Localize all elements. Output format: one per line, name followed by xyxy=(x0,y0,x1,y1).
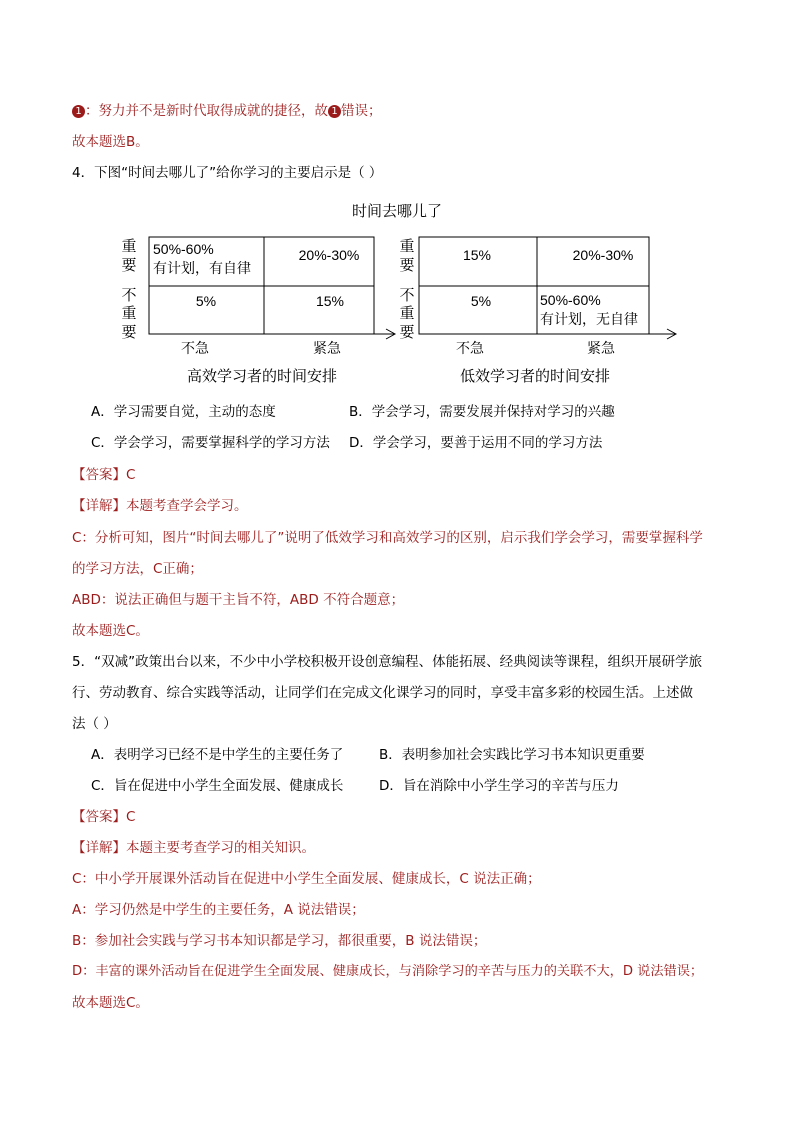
prev-answer-line: 故本题选B。 xyxy=(72,134,149,150)
prev-explanation-text: ：努力并不是新时代取得成就的捷径，故 xyxy=(85,103,328,119)
right-x-label: 紧急 xyxy=(587,340,615,356)
left-x-label: 不急 xyxy=(181,340,209,356)
right-y-bottom-1: 不 xyxy=(399,287,415,304)
q4-explanation-1b: 的学习方法，C正确； xyxy=(72,561,203,577)
q5-explanation-4: D：丰富的课外活动旨在促进学生全面发展、健康成长，与消除学习的辛苦与压力的关联不大，D 说法错误； xyxy=(72,964,704,979)
left-y-bottom-1: 不 xyxy=(121,287,137,304)
q4-option-c: C．学会学习，需要掌握科学的学习方法 xyxy=(91,435,330,451)
q4-answer-line xyxy=(72,465,135,485)
circled-number-icon: 1 xyxy=(328,105,341,118)
q4-option-b: B．学会学习，需要发展并保持对学习的兴趣 xyxy=(349,404,615,420)
q4-option-a: A．学习需要自觉，主动的态度 xyxy=(91,404,276,420)
right-y-bottom-3: 要 xyxy=(399,324,415,341)
left-cell-label: 20%-30% xyxy=(298,247,360,263)
answer-tag: 【答案】 xyxy=(72,467,126,483)
q4-explanation-1a: C：分析可知，图片“时间去哪儿了”说明了低效学习和高效学习的区别，启示我们学会学习，需要掌握科学 xyxy=(72,530,703,546)
q5-stem-c: 法（ ） xyxy=(72,716,117,732)
q5-option-a: A．表明学习已经不是中学生的主要任务了 xyxy=(91,747,344,763)
right-cell-label: 20%-30% xyxy=(572,247,634,263)
detail-text: 本题考查学会学习。 xyxy=(126,498,248,514)
q5-option-b: B．表明参加社会实践比学习书本知识更重要 xyxy=(379,747,645,763)
q4-explanation-2: ABD：说法正确但与题干主旨不符，ABD 不符合题意； xyxy=(72,592,405,608)
left-caption: 高效学习者的时间安排 xyxy=(186,368,338,385)
right-cell-label: 50%-60% xyxy=(540,292,601,308)
left-cell-label: 15% xyxy=(315,293,345,309)
left-cell-label: 有计划，有自律 xyxy=(153,260,251,276)
right-x-label: 不急 xyxy=(456,340,484,356)
detail-tag: 【详解】 xyxy=(72,498,126,514)
left-y-bottom-3: 要 xyxy=(121,324,137,341)
right-caption: 低效学习者的时间安排 xyxy=(459,368,611,385)
q5-explanation-3: B：参加社会实践与学习书本知识都是学习，都很重要，B 说法错误； xyxy=(72,933,487,949)
q4-stem: 4．下图“时间去哪儿了”给你学习的主要启示是（ ） xyxy=(72,165,383,181)
prev-explanation-end: 错误； xyxy=(341,103,382,119)
figure-title: 时间去哪儿了 xyxy=(351,203,443,220)
right-cell-label: 15% xyxy=(462,247,492,263)
right-y-bottom-2: 重 xyxy=(399,305,415,322)
detail-tag: 【详解】 xyxy=(72,840,126,856)
q5-explanation-2: A：学习仍然是中学生的主要任务，A 说法错误； xyxy=(72,902,365,918)
detail-text: 本题主要考查学习的相关知识。 xyxy=(126,840,315,856)
right-y-top-1: 重 xyxy=(399,238,415,255)
q4-option-d: D．学会学习，要善于运用不同的学习方法 xyxy=(349,435,603,451)
left-y-top-1: 重 xyxy=(121,238,137,255)
answer-value: C xyxy=(126,467,136,483)
time-matrix-figure xyxy=(0,195,794,395)
left-cell-label: 5% xyxy=(195,293,217,309)
answer-tag: 【答案】 xyxy=(72,809,126,825)
circled-number-icon: 1 xyxy=(72,105,85,118)
q5-option-c: C．旨在促进中小学生全面发展、健康成长 xyxy=(91,778,344,794)
right-matrix xyxy=(399,237,676,385)
q5-explanation-5: 故本题选C。 xyxy=(72,995,149,1011)
q5-explanation-1: C：中小学开展课外活动旨在促进中小学生全面发展、健康成长，C 说法正确； xyxy=(72,871,541,887)
left-y-bottom-2: 重 xyxy=(121,305,137,322)
answer-value: C xyxy=(126,809,136,825)
right-cell-label: 有计划，无自律 xyxy=(540,311,638,327)
q5-stem-b: 行、劳动教育、综合实践等活动，让同学们在完成文化课学习的同时，享受丰富多彩的校园生活。上述做 xyxy=(72,685,693,701)
q4-explanation-3: 故本题选C。 xyxy=(72,623,149,639)
left-x-label: 紧急 xyxy=(313,340,341,356)
right-cell-label: 5% xyxy=(470,293,492,309)
left-matrix xyxy=(121,237,395,385)
left-y-top-2: 要 xyxy=(121,257,137,274)
q5-option-d: D．旨在消除中小学生学习的辛苦与压力 xyxy=(379,778,619,794)
right-y-top-2: 要 xyxy=(399,257,415,274)
q5-stem-a: 5．“双减”政策出台以来，不少中小学校积极开设创意编程、体能拓展、经典阅读等课程，组织开展研学旅 xyxy=(72,654,703,670)
q4-detail-line xyxy=(72,496,248,516)
q5-answer-line xyxy=(72,807,135,827)
q5-detail-line xyxy=(72,838,315,858)
prev-explanation-line xyxy=(72,101,382,121)
left-cell-label: 50%-60% xyxy=(153,241,214,257)
